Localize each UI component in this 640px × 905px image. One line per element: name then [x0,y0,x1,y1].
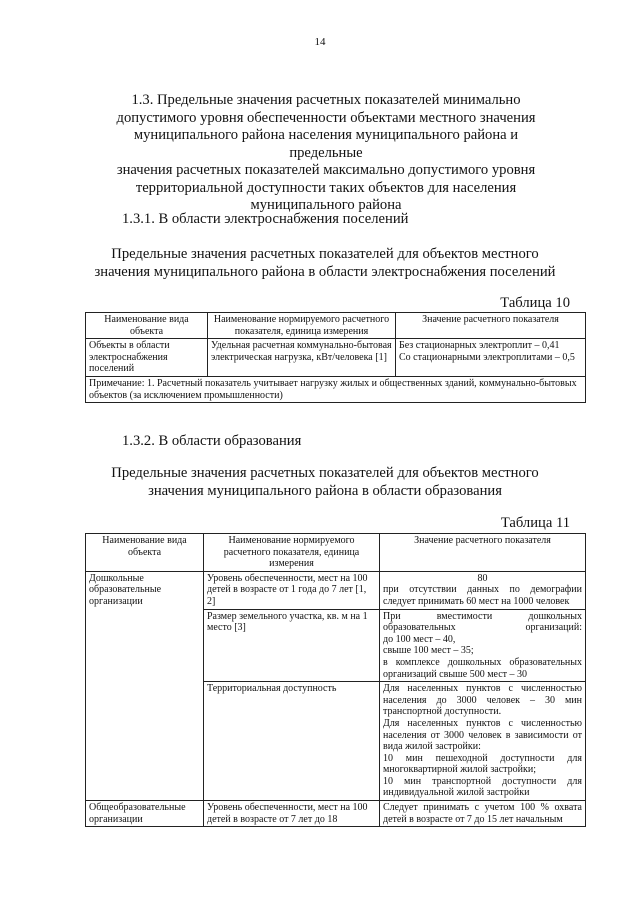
section-heading-line: муниципального района населения муниципального района и предельные [133,127,519,161]
value-line: 10 мин пешеходной доступности для многоквартирной жилой застройки; [383,752,582,776]
section-heading-line: муниципального района [250,197,402,213]
section-heading-line: 1.3. Предельные значения расчетных показателей минимально [131,92,521,108]
indicator-cell: Размер земельного участка, кв. м на 1 место [3] [204,609,380,682]
table-row [86,339,586,377]
value-cell [380,571,586,609]
column-header: Значение расчетного показателя [380,534,586,572]
column-header: Наименование вида объекта [86,534,204,572]
indicator-cell: Удельная расчетная коммунально-бытовая электрическая нагрузка, кВт/человека [1] [208,339,396,377]
table-10-heading-line: Предельные значения расчетных показателей для объектов местного [111,246,539,262]
value-note: при отсутствии данных по демографии следует принимать 60 мест на 1000 человек [383,584,582,607]
column-header: Наименование вида объекта [86,313,208,339]
table-11-heading-line: Предельные значения расчетных показателей для объектов местного [111,465,539,481]
table-11-heading-line: значения муниципального района в области образования [148,482,502,499]
value-line: Для населенных пунктов с численностью населения от 3000 человек в зависимости от вида жилой застройки: [383,717,582,753]
value-line: до 100 мест – 40, [383,633,456,645]
indicator-cell: Территориальная доступность [204,682,380,801]
section-heading [96,92,556,215]
subsection-1-title: 1.3.1. В области электроснабжения поселений [122,211,409,227]
table-header-row [86,313,586,339]
subsection-2-title: 1.3.2. В области образования [122,433,302,449]
table-10 [85,312,586,403]
page-number: 14 [314,36,326,48]
column-header: Значение расчетного показателя [396,313,586,339]
value-line: Со стационарными электроплитами – 0,5 [399,351,575,363]
value-line: свыше 100 мест – 35; [383,645,474,657]
value-line: Для населенных пунктов с численностью населения до 3000 человек – 30 мин транспортной доступности. [383,683,582,718]
table-note-row [86,376,586,402]
section-heading-line: допустимого уровня обеспеченности объектами местного значения [116,109,536,126]
table-11 [85,533,586,827]
table-10-label: Таблица 10 [500,295,570,311]
indicator-cell: Уровень обеспеченности, мест на 100 детей в возрасте от 7 лет до 18 [204,801,380,827]
table-row [86,801,586,827]
table-11-heading [80,465,570,500]
value-cell: Следует принимать с учетом 100 % охвата детей в возрасте от 7 до 15 лет начальным [380,801,586,827]
table-header-row [86,534,586,572]
object-cell: Общеобразовательные организации [86,801,204,827]
value-line: Без стационарных электроплит – 0,41 [399,340,560,352]
table-10-heading-line: значения муниципального района в области электроснабжения поселений [94,263,556,280]
value-main: 80 [477,572,488,584]
value-cell [380,609,586,682]
value-line: При вместимости дошкольных образовательных организаций: [383,610,582,634]
column-header: Наименование нормируемого расчетного показателя, единица измерения [204,534,380,572]
table-10-heading [80,246,570,281]
table-row [86,571,586,609]
section-heading-line: значения расчетных показателей максимально допустимого уровня [116,162,536,178]
indicator-cell: Уровень обеспеченности, мест на 100 детей в возрасте от 1 года до 7 лет [1, 2] [204,571,380,609]
table-note: Примечание: 1. Расчетный показатель учитывает нагрузку жилых и общественных зданий, коммунально-бытовых объектов (за исключением промышленности) [86,376,586,402]
table-11-label: Таблица 11 [500,515,570,531]
object-cell: Дошкольные образовательные организации [86,571,204,800]
value-cell [380,682,586,801]
value-line: 10 мин транспортной доступности для индивидуальной жилой застройки [383,775,582,799]
object-cell: Объекты в области электроснабжения поселений [86,339,208,377]
value-line: в комплексе дошкольных образовательных организаций свыше 500 мест – 30 [383,656,582,680]
column-header: Наименование нормируемого расчетного показателя, единица измерения [208,313,396,339]
value-cell [396,339,586,377]
section-heading-line: территориальной доступности таких объектов для населения [135,179,517,196]
